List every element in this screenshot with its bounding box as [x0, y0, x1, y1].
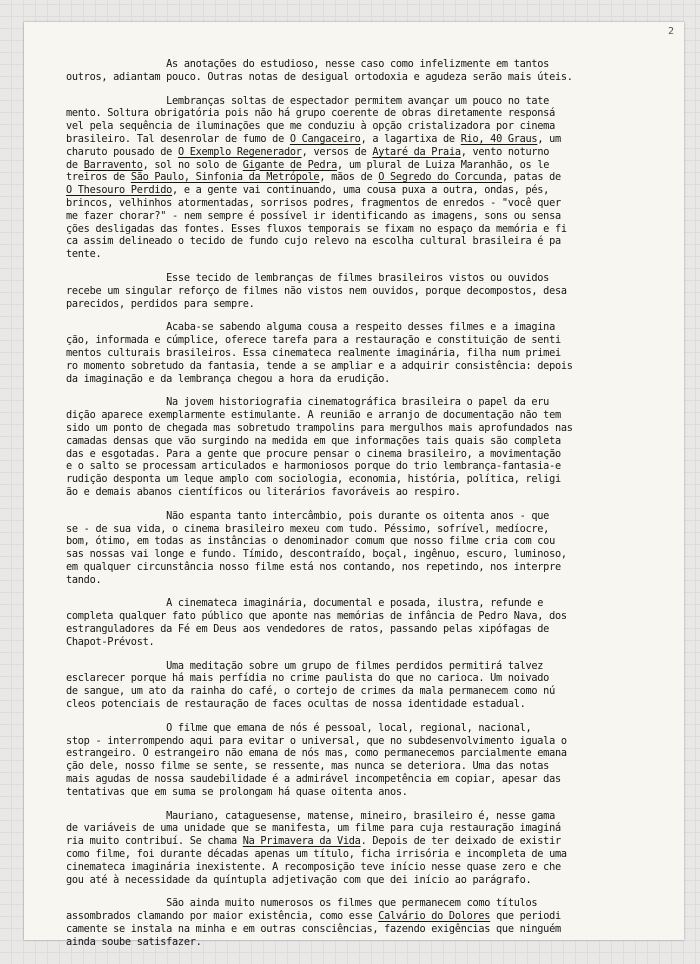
text-line [66, 810, 678, 823]
text-segment: , a lagartixa de [360, 132, 461, 145]
text-line [66, 660, 678, 673]
paragraph [66, 897, 678, 948]
text-segment: Esse tecido de lembranças de filmes brasileiros vistos ou ouvidos [66, 271, 550, 284]
text-line [66, 334, 678, 347]
text-line [66, 460, 678, 473]
text-segment: de [66, 158, 84, 171]
text-line [66, 95, 678, 108]
text-segment: , versos de [301, 145, 373, 158]
text-segment: brasileiro. Tal desenrolar de fumo de [66, 132, 290, 145]
text-segment: completa qualquer fato público que aponte nas memórias de infância de Pedro Nava, dos [66, 610, 567, 623]
text-segment: Chapot-Prévost. [66, 635, 155, 648]
text-segment: ção, informada e cúmplice, oferece tarefa para a restauração e constituição de senti [66, 334, 561, 347]
text-segment: cinemateca imaginária inexistente. A recomposição teve início nesse quase zero e che [66, 860, 561, 873]
text-line [66, 285, 678, 298]
text-segment: sas nossas vai longe e fundo. Tímido, descontraído, boçal, ingênuo, escuro, luminoso, [66, 548, 567, 561]
text-line [66, 146, 678, 159]
text-segment: tente. [66, 248, 102, 261]
text-segment: que periodi [490, 910, 561, 923]
text-line [66, 435, 678, 448]
text-line [66, 486, 678, 499]
text-segment: mentos culturais brasileiros. Essa cinemateca realmente imaginária, filha num primei [66, 346, 561, 359]
text-segment: Acaba-se sabendo alguma cousa a respeito desses filmes e a imagina [66, 321, 555, 334]
text-segment: ções desligadas das fontes. Esses fluxos temporais se fixam no espaço da memória e fi [66, 222, 567, 235]
text-segment: charuto pousado de [66, 145, 178, 158]
text-line [66, 184, 678, 197]
text-segment: , sol no solo de [142, 158, 243, 171]
text-segment: brincos, velhinhos atormentadas, sorrisos podres, fragmentos de enredos - "você quer [66, 196, 561, 209]
text-segment: cleos potenciais de restauração de faces ocultas de nossa identidade estadual. [66, 698, 526, 711]
text-segment: gou até à necessidade da quíntupla adjetivação com que dei início ao parágrafo. [66, 873, 532, 886]
text-segment: ria muito contribuí. Se chama [66, 835, 243, 848]
underlined-title: Rio, 40 Graus [460, 132, 538, 145]
text-segment: se - de sua vida, o cinema brasileiro mexeu com tudo. Péssimo, sofrível, medíocre, [66, 522, 550, 535]
underlined-title: O Thesouro Perdido [66, 184, 173, 197]
text-segment: , um plural de Luiza Maranhão, os le [337, 158, 550, 171]
text-line [66, 874, 678, 887]
text-segment: Mauriano, cataguesense, matense, mineiro, brasileiro é, nesse gama [66, 809, 555, 822]
text-segment: parecidos, perdidos para sempre. [66, 297, 255, 310]
text-segment: vel pela sequência de iluminações que me conduziu à opção cristalizadora por cinema [66, 120, 555, 133]
paragraph [66, 722, 678, 799]
text-line [66, 159, 678, 172]
text-line [66, 535, 678, 548]
text-line [66, 223, 678, 236]
paragraph [66, 396, 678, 498]
text-line [66, 848, 678, 861]
text-line [66, 71, 678, 84]
text-line [66, 235, 678, 248]
text-segment: da imaginação e da lembrança chegou a hora da erudição. [66, 372, 391, 385]
text-line [66, 636, 678, 649]
text-segment: como filme, foi durante décadas apenas um título, ficha irrisória e incompleta de uma [66, 848, 567, 861]
text-line [66, 735, 678, 748]
text-line [66, 409, 678, 422]
text-segment: , patas de [501, 171, 561, 184]
text-line [66, 722, 678, 735]
typed-text-body [66, 58, 678, 960]
text-segment: recebe um singular reforço de filmes não vistos nem ouvidos, porque decompostos, desa [66, 284, 567, 297]
underlined-title: Gigante de Pedra [242, 158, 338, 171]
text-line [66, 548, 678, 561]
paragraph [66, 95, 678, 261]
text-segment: Não espanta tanto intercâmbio, pois durante os oitenta anos - que [66, 509, 550, 522]
text-segment: tando. [66, 573, 102, 586]
text-line [66, 58, 678, 71]
text-line [66, 822, 678, 835]
text-segment: estranguladores da Fé em Deus aos vendedores de ratos, passando pelas xipófagas de [66, 623, 550, 636]
text-line [66, 861, 678, 874]
underlined-title: Calvário do Dolores [378, 910, 491, 923]
text-line [66, 597, 678, 610]
paragraph [66, 58, 678, 84]
text-line [66, 210, 678, 223]
text-line [66, 272, 678, 285]
text-segment: sido um ponto de chegada mas sobretudo trampolins para mergulhos mais aprofundados nas [66, 421, 573, 434]
text-line [66, 197, 678, 210]
text-line [66, 171, 678, 184]
text-line [66, 321, 678, 334]
text-line [66, 523, 678, 536]
text-segment: Uma meditação sobre um grupo de filmes perdidos permitirá talvez [66, 659, 544, 672]
text-segment: outros, adiantam pouco. Outras notas de desigual ortodoxia e agudeza serão mais úteis. [66, 70, 573, 83]
paragraph [66, 272, 678, 310]
paragraph [66, 510, 678, 587]
text-line [66, 360, 678, 373]
text-line [66, 936, 678, 949]
text-segment: mento. Soltura obrigatória pois não há grupo coerente de obras diretamente responsá [66, 107, 555, 120]
text-line [66, 623, 678, 636]
underlined-title: Barravento [83, 158, 143, 171]
text-line [66, 835, 678, 848]
text-line [66, 574, 678, 587]
text-line [66, 347, 678, 360]
paragraph [66, 321, 678, 385]
underlined-title: Na Primavera da Vida [242, 835, 361, 848]
text-segment: ca assim delineado o tecido de fundo cujo relevo na escolha cultural brasileira é pa [66, 235, 561, 248]
text-line [66, 561, 678, 574]
text-segment: estrangeiro. O estrangeiro não emana de nós mas, como permanecemos parcialmente emana [66, 747, 567, 760]
text-segment: . Depois de ter deixado de existir [360, 835, 561, 848]
page-number: 2 [667, 26, 674, 37]
text-line [66, 910, 678, 923]
text-line [66, 473, 678, 486]
text-line [66, 610, 678, 623]
text-segment: bom, ótimo, em todas as instâncias o denominador comum que nosso filme cria com cou [66, 535, 555, 548]
text-segment: A cinemateca imaginária, documental e posada, ilustra, refunde e [66, 597, 544, 610]
text-segment: , e a gente vai continuando, uma cousa puxa a outra, ondas, pés, [172, 184, 550, 197]
text-segment: ão e demais abanos científicos ou literários favoráveis ao respiro. [66, 485, 461, 498]
text-line [66, 248, 678, 261]
text-segment: camadas densas que vão surgindo na medida em que informações tais quais são completa [66, 434, 561, 447]
text-segment: treiros de [66, 171, 131, 184]
text-segment: e o salto se processam articulados e harmoniosos porque do trio lembrança-fantasia-e [66, 460, 561, 473]
text-line [66, 786, 678, 799]
text-segment: , mãos de [319, 171, 379, 184]
text-line [66, 773, 678, 786]
text-line [66, 298, 678, 311]
text-segment: ainda soube satisfazer. [66, 935, 202, 948]
paragraph [66, 660, 678, 711]
text-line [66, 396, 678, 409]
text-segment: Na jovem historiografia cinematográfica brasileira o papel da eru [66, 396, 550, 409]
text-line [66, 373, 678, 386]
text-line [66, 120, 678, 133]
text-segment: em qualquer circunstância nosso filme está nos contando, nos repetindo, nos interpre [66, 560, 561, 573]
text-segment: O filme que emana de nós é pessoal, local, regional, nacional, [66, 721, 532, 734]
underlined-title: O Cangaceiro [289, 132, 361, 145]
text-line [66, 510, 678, 523]
text-line [66, 747, 678, 760]
underlined-title: O Exemplo Regenerador [177, 145, 302, 158]
underlined-title: Aytaré da Praia [372, 145, 461, 158]
typewritten-page [24, 22, 684, 948]
text-segment: dição aparece exemplarmente estimulante. A reunião e arranjo de documentação não tem [66, 409, 561, 422]
text-segment: rudição desponta um leque amplo com sociologia, economia, história, política, religi [66, 473, 561, 486]
text-segment: assombrados clamando por maior existência, como esse [66, 910, 379, 923]
underlined-title: São Paulo, Sinfonia da Metrópole [130, 171, 320, 184]
paragraph [66, 810, 678, 887]
underlined-title: O Segredo do Corcunda [378, 171, 502, 184]
text-segment: mais agudas de nossa saudebilidade é a admirável incompetência em copiar, apesar das [66, 773, 561, 786]
text-segment: São ainda muito numerosos os filmes que permanecem como títulos [66, 897, 538, 910]
text-line [66, 107, 678, 120]
text-segment: As anotações do estudioso, nesse caso como infelizmente em tantos [66, 58, 550, 70]
text-segment: esclarecer porque há mais perfídia no crime paulista do que no carioca. Um noivado [66, 672, 550, 685]
text-segment: tentativas que em suma se prolongam há quase oitenta anos. [66, 785, 408, 798]
text-segment: , vento noturno [460, 145, 550, 158]
text-segment: stop - interrompendo aqui para evitar o universal, que no subdesenvolvimento iguala o [66, 734, 567, 747]
text-line [66, 685, 678, 698]
paragraph [66, 597, 678, 648]
text-segment: de variáveis de uma unidade que se manifesta, um filme para cuja restauração imaginá [66, 822, 561, 835]
text-line [66, 760, 678, 773]
text-line [66, 448, 678, 461]
text-segment: ção dele, nosso filme se sente, se ressente, mas nunca se deteriora. Uma das notas [66, 760, 550, 773]
text-line [66, 923, 678, 936]
text-segment: , um [537, 132, 561, 145]
text-segment: ro momento sobretudo da fantasia, tende a se ampliar e a adquirir consistência: depois [66, 359, 573, 372]
text-line [66, 672, 678, 685]
text-segment: Lembranças soltas de espectador permitem avançar um pouco no tate [66, 94, 550, 107]
text-line [66, 133, 678, 146]
text-line [66, 897, 678, 910]
text-line [66, 422, 678, 435]
text-segment: das e esgotadas. Para a gente que procure pensar o cinema brasileiro, a movimentação [66, 447, 561, 460]
text-segment: de sangue, um ato da rainha do café, o cortejo de crimes da mala permanecem como nú [66, 685, 555, 698]
text-segment: camente se instala na minha e em outras consciências, fazendo exigências que ninguém [66, 923, 561, 936]
text-segment: me fazer chorar?" - nem sempre é possível ir identificando as imagens, sons ou sensa [66, 209, 561, 222]
text-line [66, 698, 678, 711]
